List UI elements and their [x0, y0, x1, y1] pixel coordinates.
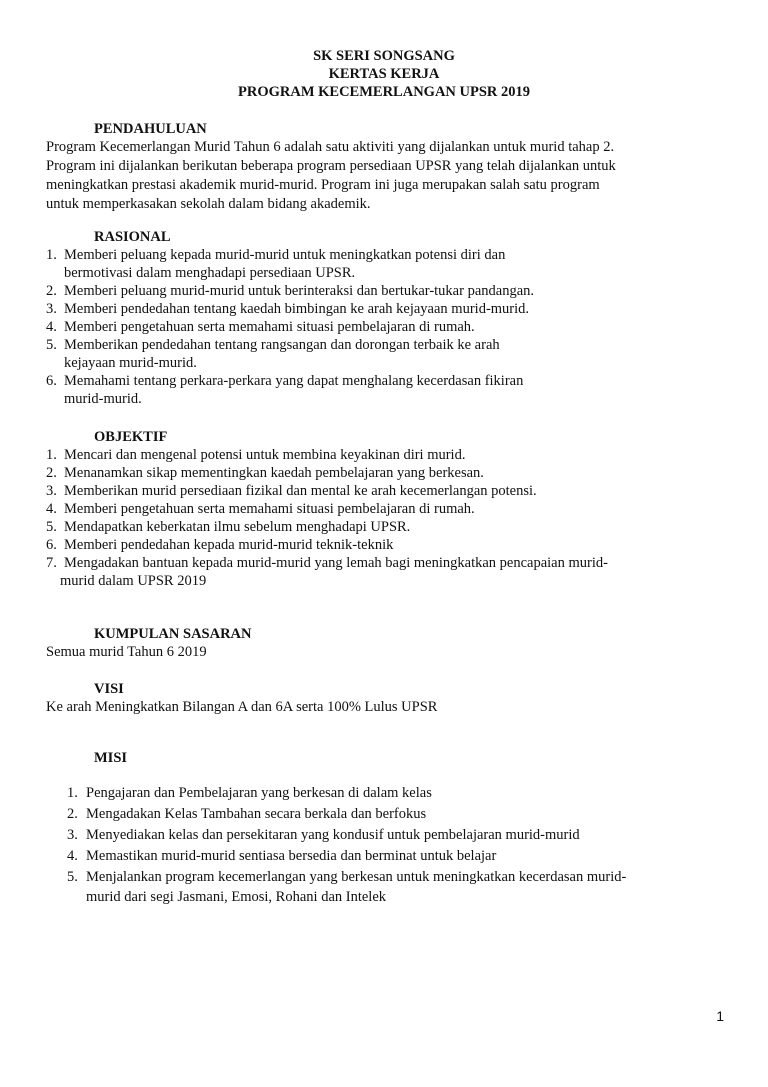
item-continuation: murid-murid. — [64, 391, 142, 407]
heading-visi: VISI — [94, 681, 124, 697]
section-kumpulan-sasaran — [46, 625, 736, 662]
objektif-list — [46, 446, 736, 590]
item-number: 6. — [46, 373, 57, 389]
item-text: Memberikan murid persediaan fizikal dan mental ke arah kecemerlangan potensi. — [64, 483, 537, 499]
document-title-block — [0, 47, 768, 101]
item-text: Memberi pengetahuan serta memahami situasi pembelajaran di rumah. — [64, 319, 475, 335]
heading-misi: MISI — [94, 750, 128, 766]
item-text: Mengadakan bantuan kepada murid-murid yang lemah bagi meningkatkan pencapaian murid- — [64, 555, 608, 571]
item-text: Menjalankan program kecemerlangan yang berkesan untuk meningkatkan kecerdasan murid- — [86, 869, 627, 885]
item-text: Memberi pengetahuan serta memahami situasi pembelajaran di rumah. — [64, 501, 475, 517]
item-number: 5. — [67, 869, 78, 885]
item-number: 6. — [46, 537, 57, 553]
visi-text: Ke arah Meningkatkan Bilangan A dan 6A serta 100% Lulus UPSR — [46, 699, 438, 715]
kumpulan-sasaran-text: Semua murid Tahun 6 2019 — [46, 644, 207, 660]
list-item — [46, 536, 736, 554]
item-number: 5. — [46, 337, 57, 353]
list-item — [46, 867, 736, 887]
misi-list — [46, 783, 736, 907]
item-text: Mengadakan Kelas Tambahan secara berkala dan berfokus — [86, 806, 427, 822]
pendahuluan-paragraph — [46, 138, 736, 214]
item-text: Memberi peluang kepada murid-murid untuk meningkatkan potensi diri dan — [64, 247, 506, 263]
item-number: 7. — [46, 555, 57, 571]
item-text: Memberikan pendedahan tentang rangsangan dan dorongan terbaik ke arah — [64, 337, 500, 353]
heading-objektif: OBJEKTIF — [94, 429, 168, 445]
item-number: 5. — [46, 519, 57, 535]
document-type: KERTAS KERJA — [328, 66, 440, 82]
list-item — [46, 446, 736, 464]
school-name: SK SERI SONGSANG — [313, 48, 455, 64]
list-item — [46, 300, 736, 318]
page-number: 1 — [716, 1008, 724, 1024]
section-misi — [46, 749, 736, 907]
list-item — [46, 482, 736, 500]
rasional-list — [46, 246, 736, 408]
item-text: Menyediakan kelas dan persekitaran yang kondusif untuk pembelajaran murid-murid — [86, 827, 580, 843]
list-item — [46, 318, 736, 336]
item-text: Memastikan murid-murid sentiasa bersedia dan berminat untuk belajar — [86, 848, 497, 864]
heading-rasional: RASIONAL — [94, 229, 171, 245]
list-item — [46, 372, 736, 390]
list-item — [46, 518, 736, 536]
item-continuation: murid dari segi Jasmani, Emosi, Rohani dan Intelek — [86, 889, 387, 905]
list-item — [46, 804, 736, 824]
item-number: 1. — [46, 447, 57, 463]
item-continuation: kejayaan murid-murid. — [64, 355, 197, 371]
item-number: 3. — [46, 301, 57, 317]
list-item — [46, 500, 736, 518]
item-number: 1. — [46, 247, 57, 263]
item-number: 4. — [67, 848, 78, 864]
section-objektif — [46, 428, 736, 590]
item-text: Memberi pendedahan kepada murid-murid teknik-teknik — [64, 537, 394, 553]
item-number: 2. — [46, 283, 57, 299]
list-item — [46, 464, 736, 482]
pendahuluan-line: untuk memperkasakan sekolah dalam bidang akademik. — [46, 196, 371, 212]
pendahuluan-line: meningkatkan prestasi akademik murid-murid. Program ini juga merupakan salah satu program — [46, 177, 600, 193]
section-visi — [46, 680, 736, 717]
item-number: 2. — [67, 806, 78, 822]
heading-pendahuluan: PENDAHULUAN — [94, 121, 207, 137]
item-number: 3. — [46, 483, 57, 499]
item-text: Mendapatkan keberkatan ilmu sebelum menghadapi UPSR. — [64, 519, 411, 535]
pendahuluan-line: Program Kecemerlangan Murid Tahun 6 adalah satu aktiviti yang dijalankan untuk murid tahap 2. — [46, 139, 615, 155]
item-continuation: murid dalam UPSR 2019 — [60, 573, 207, 589]
list-item — [46, 783, 736, 803]
list-item — [46, 554, 736, 572]
item-number: 2. — [46, 465, 57, 481]
list-item — [46, 846, 736, 866]
section-pendahuluan — [46, 120, 736, 214]
item-number: 3. — [67, 827, 78, 843]
item-text: Pengajaran dan Pembelajaran yang berkesan di dalam kelas — [86, 785, 432, 801]
list-item — [46, 825, 736, 845]
item-text: Mencari dan mengenal potensi untuk membina keyakinan diri murid. — [64, 447, 466, 463]
item-continuation: bermotivasi dalam menghadapi persediaan UPSR. — [64, 265, 356, 281]
item-text: Memberi peluang murid-murid untuk berinteraksi dan bertukar-tukar pandangan. — [64, 283, 535, 299]
item-text: Memahami tentang perkara-perkara yang dapat menghalang kecerdasan fikiran — [64, 373, 524, 389]
heading-kumpulan-sasaran: KUMPULAN SASARAN — [94, 626, 252, 642]
list-item — [46, 336, 736, 354]
item-text: Memberi pendedahan tentang kaedah bimbingan ke arah kejayaan murid-murid. — [64, 301, 530, 317]
list-item — [46, 282, 736, 300]
pendahuluan-line: Program ini dijalankan berikutan beberapa program persediaan UPSR yang telah dijalankan untuk — [46, 158, 616, 174]
program-title: PROGRAM KECEMERLANGAN UPSR 2019 — [237, 84, 530, 100]
item-number: 4. — [46, 319, 57, 335]
item-text: Menanamkan sikap mementingkan kaedah pembelajaran yang berkesan. — [64, 465, 484, 481]
list-item — [46, 246, 736, 264]
section-rasional — [46, 228, 736, 408]
item-number: 1. — [67, 785, 78, 801]
item-number: 4. — [46, 501, 57, 517]
